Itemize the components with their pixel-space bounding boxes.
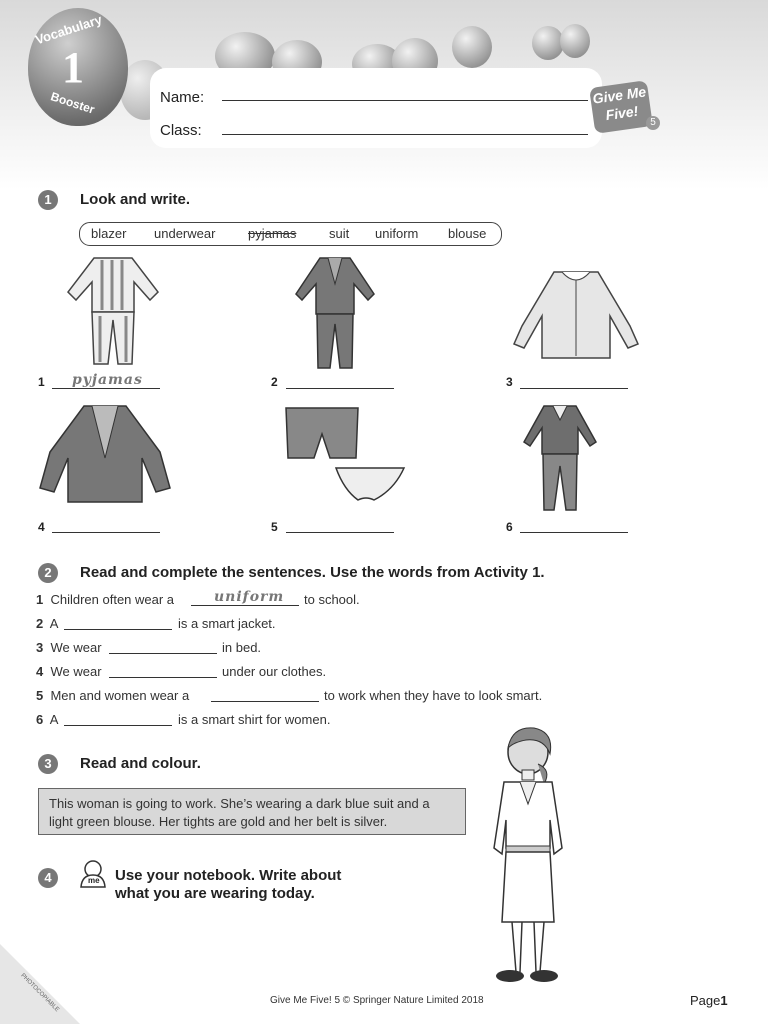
section-4-title-line-2: what you are wearing today. bbox=[115, 885, 315, 902]
sentence-1: 1 Children often wear a bbox=[36, 592, 175, 607]
me-icon-label: me bbox=[88, 876, 100, 885]
colour-instructions: This woman is going to work. She’s wearing a dark blue suit and a light green blouse. Her tights are gold and her belt is silver. bbox=[38, 788, 466, 835]
item-5-answer-field[interactable] bbox=[286, 532, 394, 533]
word-uniform: uniform bbox=[375, 226, 419, 241]
sentence-5-end: to work when they have to look smart. bbox=[324, 688, 543, 703]
word-underwear: underwear bbox=[154, 226, 216, 241]
sentence-3-end: in bed. bbox=[222, 640, 262, 655]
section-2-number: 2 bbox=[38, 563, 58, 583]
section-1-title: Look and write. bbox=[80, 191, 191, 208]
badge-title: Vocabulary bbox=[33, 11, 104, 48]
copyright: Give Me Five! 5 © Springer Nature Limited 2018 bbox=[270, 995, 484, 1006]
item-4-answer-field[interactable] bbox=[52, 532, 160, 533]
section-3-number: 3 bbox=[38, 754, 58, 774]
sentence-3: 3 We wear bbox=[36, 640, 102, 655]
sentence-4: 4 We wear bbox=[36, 664, 102, 679]
sentence-6: 6 A bbox=[36, 712, 59, 727]
underwear-icon bbox=[282, 404, 408, 506]
balloon-decoration bbox=[452, 26, 492, 68]
word-pyjamas: pyjamas bbox=[248, 226, 297, 241]
give-me-five-logo: Give Me Five! bbox=[589, 80, 653, 134]
balloon-decoration bbox=[560, 24, 590, 58]
item-3-answer-field[interactable] bbox=[520, 388, 628, 389]
sentence-5: 5 Men and women wear a bbox=[36, 688, 190, 703]
word-suit: suit bbox=[329, 226, 350, 241]
woman-illustration[interactable] bbox=[478, 724, 584, 990]
pyjamas-icon bbox=[64, 254, 162, 368]
item-1-answer-field[interactable] bbox=[52, 388, 160, 389]
uniform-icon bbox=[520, 402, 600, 512]
item-6-number: 6 bbox=[506, 520, 513, 534]
sentence-2-end: is a smart jacket. bbox=[178, 616, 276, 631]
class-label: Class: bbox=[160, 122, 202, 139]
word-box bbox=[79, 222, 502, 246]
item-2-number: 2 bbox=[271, 375, 278, 389]
blazer-icon bbox=[38, 402, 172, 506]
logo-level: 5 bbox=[646, 116, 660, 130]
section-4-title-line-1: Use your notebook. Write about bbox=[115, 867, 342, 884]
suit-icon bbox=[292, 254, 378, 370]
sentence-4-field[interactable] bbox=[109, 677, 217, 678]
sentence-6-end: is a smart shirt for women. bbox=[178, 712, 331, 727]
photocopiable-label: PHOTOCOPIABLE bbox=[19, 972, 60, 1014]
item-2-answer-field[interactable] bbox=[286, 388, 394, 389]
item-3-number: 3 bbox=[506, 375, 513, 389]
word-blazer: blazer bbox=[91, 226, 127, 241]
sentence-3-field[interactable] bbox=[109, 653, 217, 654]
page-number: Page1 bbox=[690, 993, 728, 1008]
sentence-1-field[interactable] bbox=[191, 605, 299, 606]
item-1-answer: pyjamas bbox=[72, 372, 143, 388]
name-field[interactable] bbox=[222, 100, 588, 101]
item-1-number: 1 bbox=[38, 375, 45, 389]
section-3-title: Read and colour. bbox=[80, 755, 201, 772]
sentence-1-answer: uniform bbox=[214, 589, 285, 605]
name-class-box bbox=[150, 68, 602, 148]
word-blouse: blouse bbox=[448, 226, 487, 241]
blouse-icon bbox=[510, 266, 642, 362]
sentence-5-field[interactable] bbox=[211, 701, 319, 702]
badge-subtitle: Booster bbox=[48, 89, 97, 117]
item-4-number: 4 bbox=[38, 520, 45, 534]
item-6-answer-field[interactable] bbox=[520, 532, 628, 533]
sentence-2-field[interactable] bbox=[64, 629, 172, 630]
sentence-6-field[interactable] bbox=[64, 725, 172, 726]
section-1-number: 1 bbox=[38, 190, 58, 210]
section-2-title: Read and complete the sentences. Use the words from Activity 1. bbox=[80, 564, 545, 581]
class-field[interactable] bbox=[222, 134, 588, 135]
name-label: Name: bbox=[160, 89, 205, 106]
badge-number: 1 bbox=[62, 43, 84, 92]
section-4-number: 4 bbox=[38, 868, 58, 888]
sentence-4-end: under our clothes. bbox=[222, 664, 327, 679]
sentence-2: 2 A bbox=[36, 616, 59, 631]
sentence-1-end: to school. bbox=[304, 592, 360, 607]
photocopiable-corner bbox=[0, 944, 80, 1024]
item-5-number: 5 bbox=[271, 520, 278, 534]
